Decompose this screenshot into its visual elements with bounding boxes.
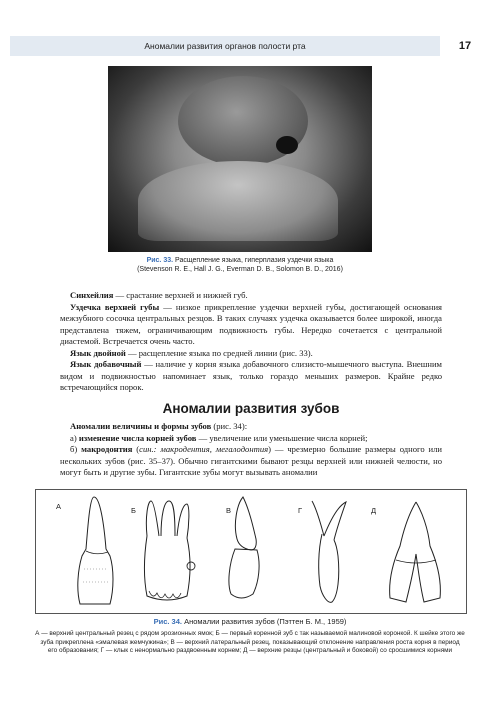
tooth-letter-g: Г — [298, 506, 303, 515]
photo-dark-spot — [276, 136, 298, 154]
tooth-letter-b: Б — [131, 506, 136, 515]
section-title: Аномалии развития зубов — [162, 401, 340, 416]
tooth-b-illustration — [139, 496, 199, 608]
tooth-letter-a: А — [56, 502, 62, 511]
figure-34-box — [35, 489, 467, 614]
body-text-upper — [60, 290, 442, 394]
tooth-letter-d: Д — [371, 506, 377, 515]
figure-33-label: Рис. 33. — [146, 257, 174, 264]
running-title: Аномалии развития органов полости рта — [10, 36, 440, 56]
list-item-a: а) изменение числа корней зубов — увеличение или уменьшение числа корней; — [70, 432, 368, 443]
figure-33-source: (Stevenson R. E., Hall J. G., Everman D. B., Solomon B. D., 2016) — [137, 266, 343, 273]
figure-34-caption-title — [35, 617, 465, 626]
paragraph-accessory-tongue: Язык добавочный — наличие у корня языка добавочного слизисто-мышечного выступа. Внешним видом и подвижностью напоминает язык, только гораздо меньших размеров. Крайне редко встречающийся порок. — [60, 359, 442, 392]
running-header — [10, 36, 490, 56]
tooth-g-illustration — [304, 496, 354, 608]
paragraph-upper-lip-frenum: Уздечка верхней губы — низкое прикрепление уздечки верхней губы, достигающей основания межзубного сосочка центральных резцов. В таких случаях уздечка оказывается более широкой, иногда представлена тяжем, ограничивающим подвижность губы. Нередко сочетается с центральной диастемой. Встречается очень часто. — [60, 301, 442, 346]
paragraph-size-shape: Аномалии величины и формы зубов (рис. 34): — [70, 421, 248, 431]
paragraph-double-tongue: Язык двойной — расщепление языка по средней линии (рис. 33). — [70, 347, 313, 358]
figure-34-title: Аномалии развития зубов (Пэттен Б. М., 1959) — [184, 617, 347, 626]
body-text-lower — [60, 421, 442, 479]
list-item-b: б) макродонтия (син.: макродентия, мегалодонтия) — чрезмерно большие размеры одного или нескольких зубов (рис. 35–37). Обычно гигантскими бывают резцы верхней или нижней челюсти, но могут быть и другие зубы. Гигантские зубы могут вызывать аномалии — [60, 444, 442, 477]
tooth-d-illustration — [376, 498, 456, 608]
figure-33-caption — [60, 256, 420, 274]
page-number: 17 — [458, 40, 472, 52]
photo-palate-shape — [138, 161, 338, 241]
tooth-v-illustration — [221, 494, 276, 604]
figure-34-description: А — верхний центральный резец с рядом эрозионных ямок; Б — первый коренной зуб с так называемой малиновой коронкой. К шейке этого же зуба прикреплена «эмалевая жемчужина»; В — верхний латеральный резец, показывающий отклонение направления роста корня в период его образования; Г — клык с ненормально раздвоенным корнем; Д — верхние резцы (центральный и боковой) со сросшимися корнями — [35, 630, 465, 655]
tooth-letter-v: В — [226, 506, 232, 515]
tooth-a-illustration — [66, 494, 126, 609]
figure-34-label: Рис. 34. — [153, 617, 182, 626]
paragraph-synchelia: Синхейлия — срастание верхней и нижней губ. — [70, 290, 248, 300]
figure-33-photo — [108, 66, 372, 252]
figure-33-caption-text: Расщепление языка, гиперплазия уздечки языка — [175, 257, 334, 264]
